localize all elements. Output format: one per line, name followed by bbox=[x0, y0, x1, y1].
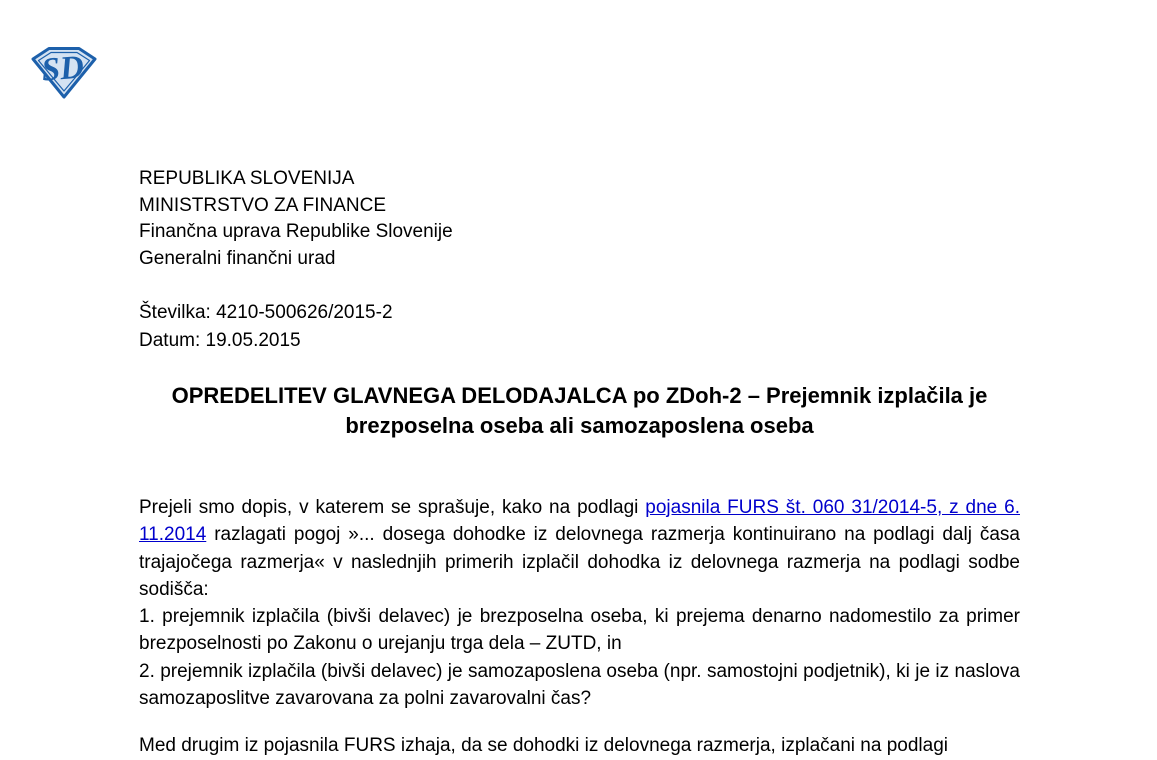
sd-diamond-logo-icon bbox=[30, 46, 98, 100]
letterhead-office: Generalni finančni urad bbox=[139, 247, 336, 269]
furs-clarification-link[interactable]: pojasnila FURS št. 060 31/2014-5, z dne 6. 11.2014 bbox=[139, 497, 1020, 546]
intro-text-after-link: razlagati pogoj »... dosega dohodke iz delovnega razmerja kontinuirano na podlagi dalj časa trajajočega razmerja« v naslednjih primerih izplačil dohodka iz delovnega razmerja na podlagi sodbe sodišča: bbox=[139, 524, 1020, 600]
document-body bbox=[139, 494, 1020, 760]
letterhead bbox=[139, 166, 1020, 272]
document-title: OPREDELITEV GLAVNEGA DELODAJALCA po ZDoh-2 – Prejemnik izplačila je brezposelna oseba ali samozaposlena oseba bbox=[171, 383, 988, 438]
letterhead-country: REPUBLIKA SLOVENIJA bbox=[139, 168, 355, 189]
svg-text:SD: SD bbox=[40, 49, 86, 89]
document-date: Datum: 19.05.2015 bbox=[139, 329, 301, 351]
document-content bbox=[139, 0, 1020, 757]
intro-paragraph bbox=[139, 494, 1020, 603]
document-meta bbox=[139, 299, 1020, 354]
intro-text-before-link: Prejeli smo dopis, v katerem se sprašuje, kako na podlagi bbox=[139, 497, 646, 518]
question-item-1: 1. prejemnik izplačila (bivši delavec) je brezposelna oseba, ki prejema denarno nadomestilo za primer brezposelnosti po Zakonu o urejanju trga dela – ZUTD, in bbox=[139, 606, 1020, 655]
letterhead-agency: Finančna uprava Republike Slovenije bbox=[139, 221, 453, 242]
clipped-paragraph: Med drugim iz pojasnila FURS izhaja, da se dohodki iz delovnega razmerja, izplačani na podlagi bbox=[139, 735, 948, 757]
question-item-2: 2. prejemnik izplačila (bivši delavec) je samozaposlena oseba (npr. samostojni podjetnik), ki je iz naslova samozaposlitve zavarovana za polni zavarovalni čas? bbox=[139, 660, 1020, 710]
document-number: Številka: 4210-500626/2015-2 bbox=[139, 302, 393, 323]
letterhead-ministry: MINISTRSTVO ZA FINANCE bbox=[139, 194, 387, 216]
